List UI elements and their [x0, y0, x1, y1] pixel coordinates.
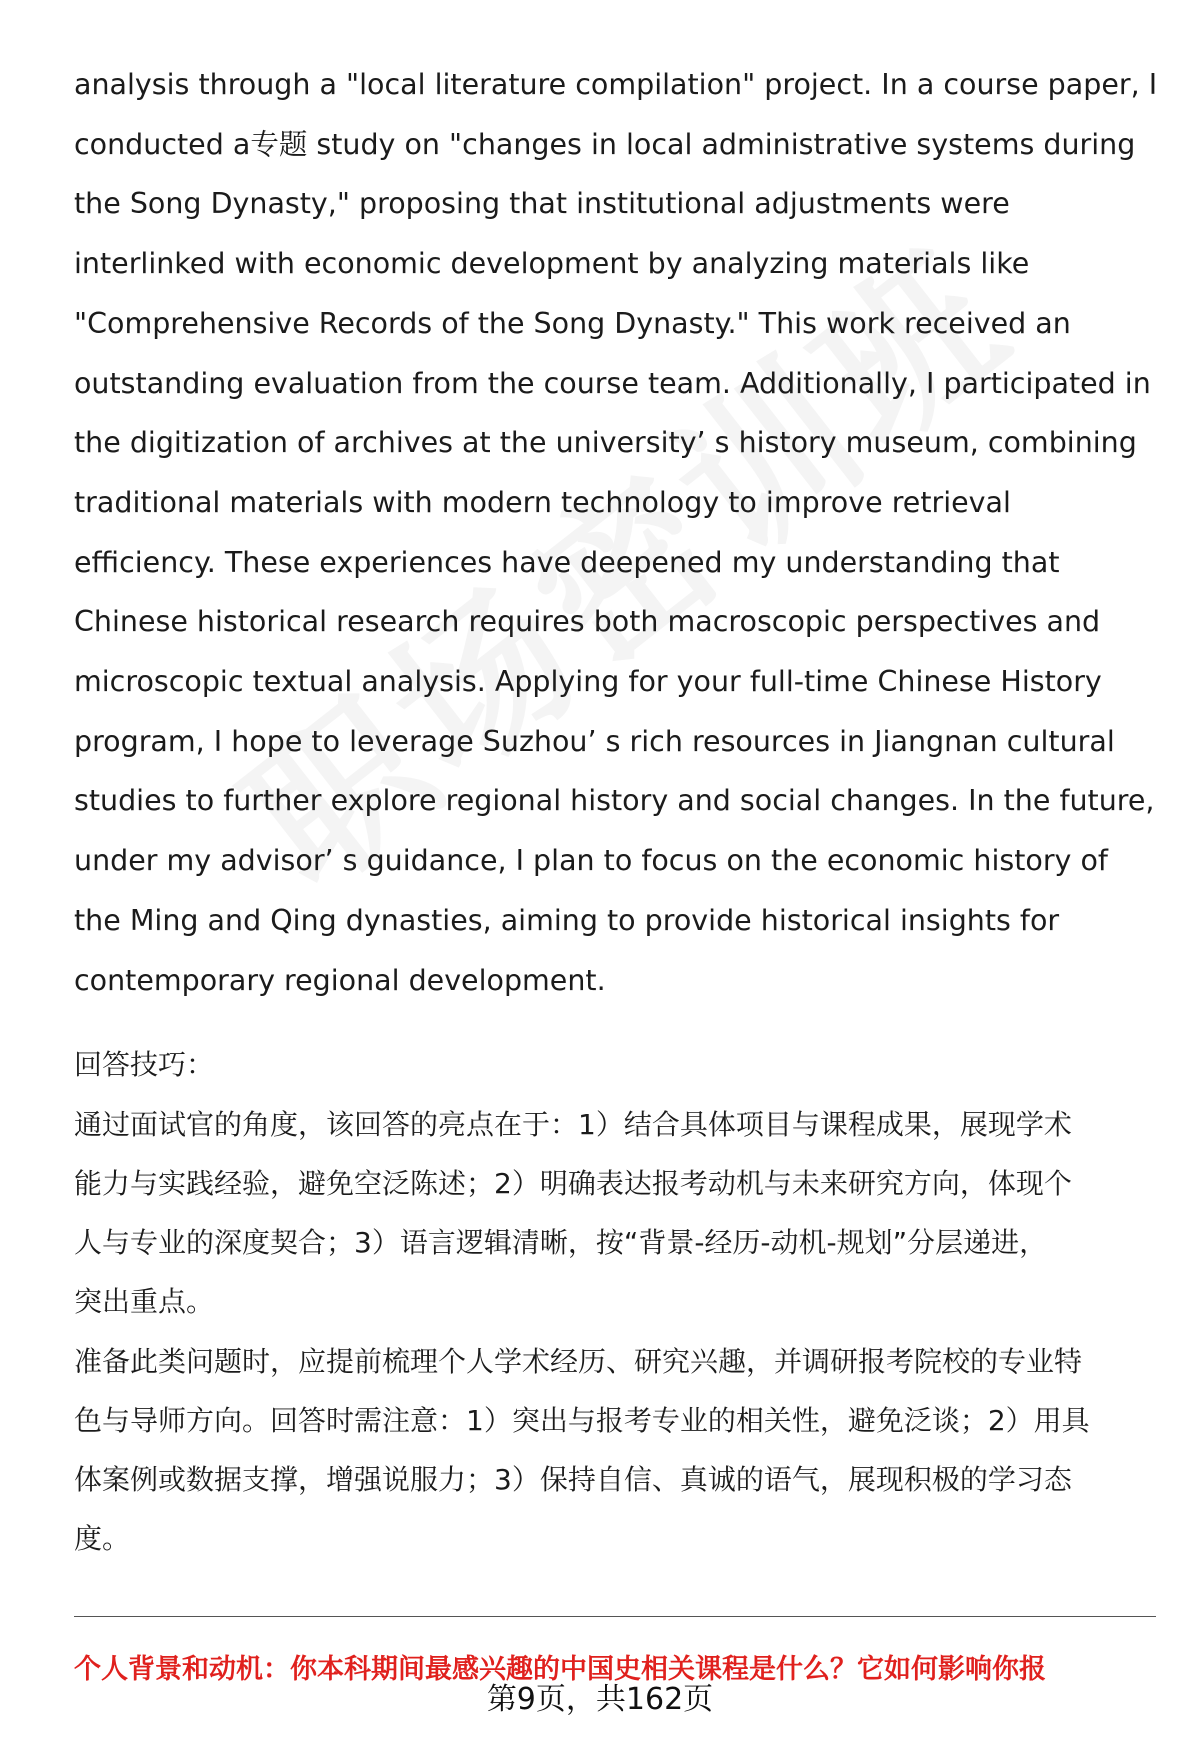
- answer-line: efficiency. These experiences have deepened my understanding that: [74, 545, 1060, 579]
- tips-line: 突出重点。: [74, 1285, 215, 1318]
- tips-heading: 回答技巧：: [74, 1048, 215, 1081]
- answer-line: the Song Dynasty," proposing that institutional adjustments were: [74, 187, 1010, 221]
- tips-paragraph-preparation: [74, 1332, 1164, 1568]
- answer-line: microscopic textual analysis. Applying for your full-time Chinese History: [74, 665, 1102, 699]
- answer-line: analysis through a "local literature compilation" project. In a course paper, I: [74, 68, 1158, 101]
- answer-line: conducted a专题 study on "changes in local administrative systems during: [74, 127, 1136, 161]
- tips-line: 人与专业的深度契合；3）语言逻辑清晰，按“背景-经历-动机-规划”分层递进，: [74, 1226, 1048, 1259]
- answer-line: studies to further explore regional history and social changes. In the future,: [74, 784, 1155, 818]
- answer-line: outstanding evaluation from the course team. Additionally, I participated in: [74, 366, 1151, 400]
- answer-paragraph: [74, 55, 1164, 1010]
- answer-line: the digitization of archives at the university’ s history museum, combining: [74, 426, 1137, 460]
- answer-line: traditional materials with modern technology to improve retrieval: [74, 485, 1011, 519]
- tips-paragraph-highlights: [74, 1095, 1164, 1331]
- tips-line: 能力与实践经验，避免空泛陈述；2）明确表达报考动机与未来研究方向，体现个: [74, 1167, 1072, 1200]
- answer-line: Chinese historical research requires both macroscopic perspectives and: [74, 605, 1101, 639]
- answer-line: interlinked with economic development by analyzing materials like: [74, 247, 1030, 281]
- section-divider: [74, 1616, 1156, 1617]
- next-question-heading: 个人背景和动机：你本科期间最感兴趣的中国史相关课程是什么？它如何影响你报: [74, 1654, 1046, 1685]
- answer-line: program, I hope to leverage Suzhou’ s rich resources in Jiangnan cultural: [74, 724, 1115, 758]
- tips-line: 度。: [74, 1522, 131, 1555]
- answer-line: the Ming and Qing dynasties, aiming to provide historical insights for: [74, 903, 1060, 937]
- answer-line: contemporary regional development.: [74, 963, 606, 997]
- page-number: 第9页，共162页: [486, 1682, 714, 1717]
- tips-line: 准备此类问题时，应提前梳理个人学术经历、研究兴趣，并调研报考院校的专业特: [74, 1345, 1083, 1378]
- tips-line: 体案例或数据支撑，增强说服力；3）保持自信、真诚的语气，展现积极的学习态: [74, 1463, 1072, 1496]
- tips-line: 色与导师方向。回答时需注意：1）突出与报考专业的相关性，避免泛谈；2）用具: [74, 1404, 1090, 1437]
- answer-line: under my advisor’ s guidance, I plan to focus on the economic history of: [74, 844, 1108, 878]
- tips-line: 通过面试官的角度，该回答的亮点在于：1）结合具体项目与课程成果，展现学术: [74, 1108, 1072, 1141]
- answer-line: "Comprehensive Records of the Song Dynasty." This work received an: [74, 306, 1071, 340]
